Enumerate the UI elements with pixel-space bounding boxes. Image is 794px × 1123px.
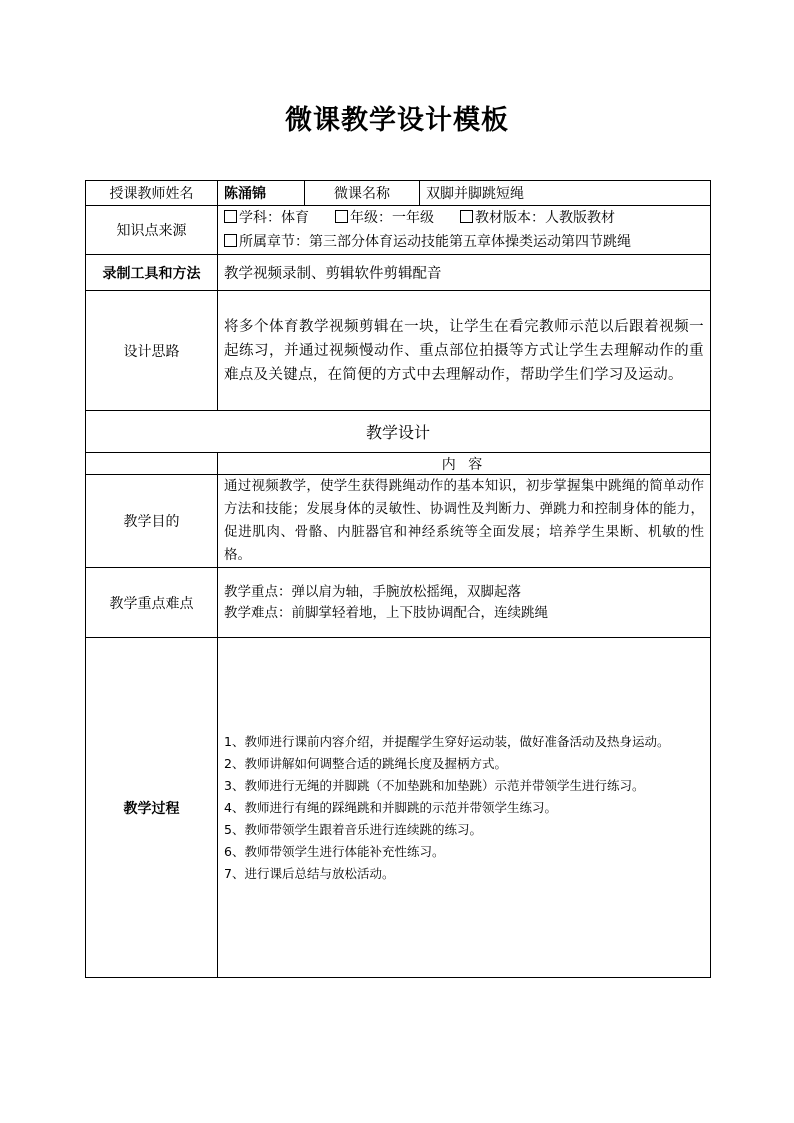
key-points-row [86,568,711,638]
tools-row [86,255,711,291]
key-points-cell [218,568,711,638]
content-header: 内 容 [218,453,711,475]
goal-row [86,475,711,568]
goal-value: 通过视频教学，使学生获得跳绳动作的基本知识，初步掌握集中跳绳的简单动作方法和技能；发展身体的灵敏性、协调性及判断力、弹跳力和控制身体的能力，促进肌肉、骨骼、内脏器官和神经系统等全面发展；培养学生果断、机敏的性格。 [218,475,711,568]
key-point-text: 教学重点：弹以肩为轴，手腕放松摇绳，双脚起落 [224,583,521,600]
content-header-row [86,453,711,475]
difficulty-text: 教学难点：前脚掌轻着地，上下肢协调配合，连续跳绳 [224,604,548,621]
process-row [86,638,711,978]
process-step: 4、教师进行有绳的踩绳跳和并脚跳的示范并带领学生练习。 [224,799,557,815]
knowledge-source-label: 知识点来源 [86,206,218,255]
process-step: 5、教师带领学生跟着音乐进行连续跳的练习。 [224,821,482,837]
knowledge-source-row [86,206,711,255]
process-step: 1、教师进行课前内容介绍，并提醒学生穿好运动装，做好准备活动及热身运动。 [224,733,670,749]
design-idea-value: 将多个体育教学视频剪辑在一块，让学生在看完教师示范以后跟着视频一起练习，并通过视频慢动作、重点部位拍摄等方式让学生去理解动作的重难点及关键点，在简便的方式中去理解动作，帮助学生们学习及运动。 [218,291,711,411]
course-name-value: 双脚并脚跳短绳 [420,181,711,206]
teacher-value: 陈涌锦 [218,181,305,206]
goal-label: 教学目的 [86,475,218,568]
page-title: 微课教学设计模板 [285,105,509,136]
section-title: 教学设计 [86,411,711,453]
content-header-blank [86,453,218,475]
chapter-line [224,230,704,254]
knowledge-source-cell [218,206,711,255]
checkbox-icon [460,210,473,223]
teacher-row [86,181,711,206]
design-idea-row [86,291,711,411]
process-step: 2、教师讲解如何调整合适的跳绳长度及握柄方式。 [224,755,507,771]
process-step: 7、进行课后总结与放松活动。 [224,865,395,881]
process-steps [218,638,711,978]
checkbox-icon [224,210,237,223]
teacher-label: 授课教师姓名 [86,181,218,206]
checkbox-icon [224,234,237,247]
knowledge-options-line [224,206,704,230]
grade-option: 年级：一年级 [350,210,434,226]
process-step: 6、教师带领学生进行体能补充性练习。 [224,843,445,859]
subject-option: 学科：体育 [239,210,309,226]
checkbox-icon [335,210,348,223]
process-label: 教学过程 [86,638,218,978]
key-points-label: 教学重点难点 [86,568,218,638]
chapter-option: 所属章节：第三部分体育运动技能第五章体操类运动第四节跳绳 [239,234,631,250]
course-name-label: 微课名称 [305,181,420,206]
process-step: 3、教师进行无绳的并脚跳（不加垫跳和加垫跳）示范并带领学生进行练习。 [224,777,645,793]
tools-label: 录制工具和方法 [86,255,218,291]
section-row [86,411,711,453]
tools-value: 教学视频录制、剪辑软件剪辑配音 [218,255,711,291]
design-idea-label: 设计思路 [86,291,218,411]
textbook-option: 教材版本：人教版教材 [475,210,615,226]
lesson-design-table [85,180,711,978]
